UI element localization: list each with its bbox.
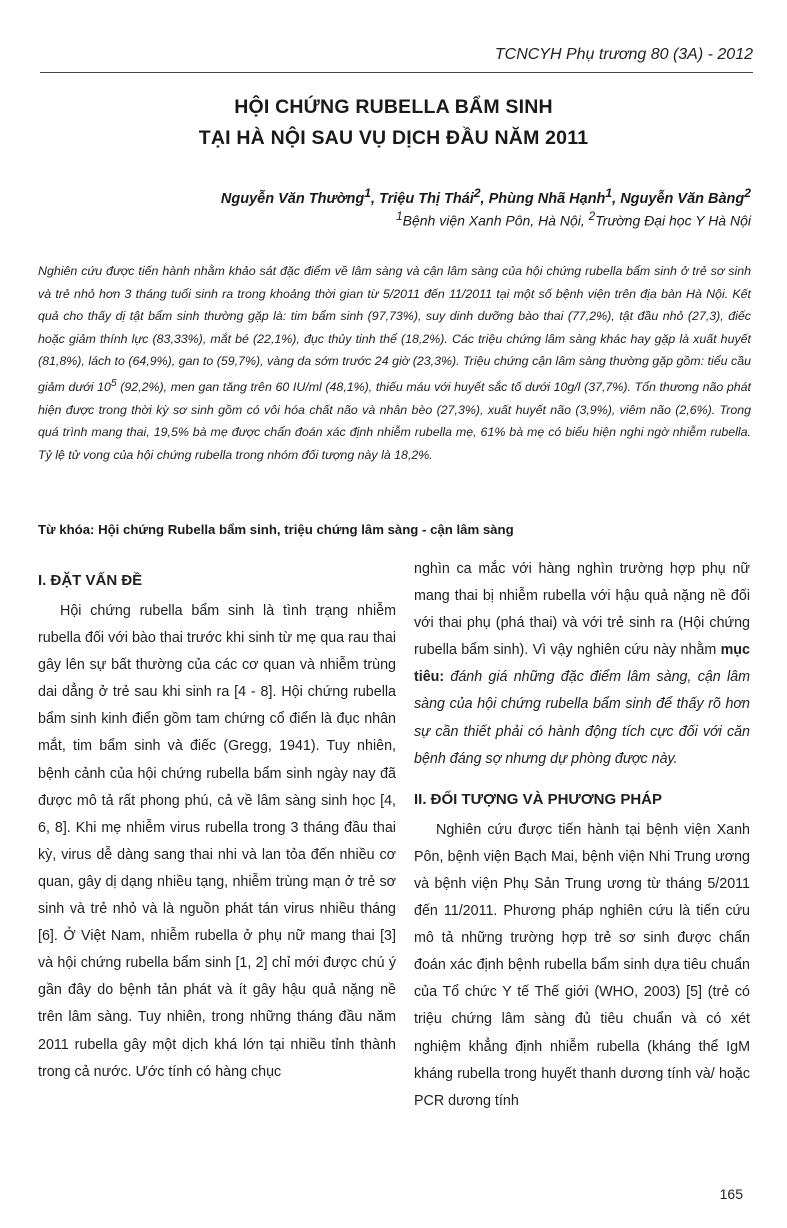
abstract-superscript: 5	[110, 377, 117, 389]
affil-2-marker: 2	[588, 210, 596, 223]
author-4-affil: 2	[744, 186, 751, 200]
methods-paragraph: Nghiên cứu được tiến hành tại bệnh viện Xanh Pôn, bệnh viện Bạch Mai, bệnh viện Nhi Trung ương và bệnh viện Phụ Sản Trung ương từ tháng 5/2011 đến 11/2011. Phương pháp nghiên cứu là tiến cứu mô tả những trường hợp trẻ sơ sinh được chẩn đoán xác định bệnh rubella bẩm sinh dựa tiêu chuẩn của Tổ chức Y tế Thế giới (WHO, 2003) [5] (trẻ có triệu chứng lâm sàng đủ tiêu chuẩn và có xét nghiệm khẳng định nhiễm rubella (kháng thể IgM kháng rubella trong huyết thanh dương tính và/ hoặc PCR dương tính	[414, 821, 750, 1109]
section-heading-introduction: I. ĐẶT VẤN ĐỀ	[38, 572, 143, 589]
introduction-continued	[414, 556, 750, 773]
journal-name: TCNCYH Phụ trương 80 (3A) - 2012	[494, 46, 753, 63]
author-1-affil: 1	[364, 186, 371, 200]
author-4: Nguyễn Văn Bàng	[620, 190, 745, 207]
objective-label: mục tiêu:	[414, 642, 750, 686]
author-list	[40, 186, 751, 207]
abstract-text-1: Nghiên cứu được tiến hành nhằm khảo sát đặc điểm về lâm sàng và cận lâm sàng của hội chứng rubella bẩm sinh ở trẻ sơ sinh và trẻ nhỏ hơn 3 tháng tuổi sinh ra trong khoảng thời gian từ 5/2011 đến 11/2011 tại một số bệnh viện trên địa bàn Hà Nội. Kết quả cho thấy dị tật bẩm sinh thường gặp là: tim bẩm sinh (97,73%), suy dinh dưỡng bào thai (77,2%), tật đầu nhỏ (27,3), điếc hoặc giảm thính lực (83,33%), mắt bé (22,1%), đục thủy tinh thể (18,2%). Các triệu chứng lâm sàng khác hay gặp là xuất huyết (81,8%), lách to (64,9%), gan to (59,7%), vàng da sớm trước 24 giờ (23,3%). Triệu chứng cận lâm sàng thường gặp gồm: tiểu cầu giảm dưới 10	[38, 264, 751, 395]
affiliations	[40, 210, 751, 229]
author-separator: ,	[480, 190, 489, 207]
keywords: Từ khóa: Hội chứng Rubella bẩm sinh, triệu chứng lâm sàng - cận lâm sàng	[38, 522, 514, 537]
affil-1-marker: 1	[396, 210, 403, 223]
right-column	[414, 556, 750, 1115]
author-1: Nguyễn Văn Thường	[220, 190, 365, 207]
title-line-1: HỘI CHỨNG RUBELLA BẨM SINH	[234, 96, 553, 118]
author-3-affil: 1	[605, 186, 613, 200]
author-separator: ,	[612, 190, 621, 207]
author-separator: ,	[370, 190, 380, 207]
abstract	[38, 260, 751, 466]
introduction-continued-text: nghìn ca mắc với hàng nghìn trường hợp phụ nữ mang thai bị nhiễm rubella với hậu quả nặng nề đối với thai phụ (phá thai) và với trẻ sinh ra (Hội chứng rubella bẩm sinh). Vì vậy nghiên cứu này nhằm	[414, 561, 750, 659]
introduction-paragraph: Hội chứng rubella bẩm sinh là tình trạng nhiễm rubella đối với bào thai trước khi sinh từ mẹ qua rau thai gây lên sự bất thường của các cơ quan và nhiễm trùng dai dẳng ở trẻ sau khi sinh ra [4 - 8]. Hội chứng rubella bẩm sinh kinh điển gồm tam chứng cổ điển là đục nhân mắt, tim bẩm sinh và điếc (Gregg, 1941). Tuy nhiên, bệnh cảnh của hội chứng rubella bẩm sinh ngày nay đã được mô tả rất phong phú, cả về lâm sàng sinh học [4, 6, 8]. Khi mẹ nhiễm virus rubella trong 3 tháng đầu thai kỳ, virus dễ dàng sang thai nhi và lan tỏa đến nhiều cơ quan, gây dị dạng nhiều tạng, nhiễm trùng mạn ở trẻ sơ sinh và trẻ nhỏ và là nguồn phát tán virus nhiều tháng [6]. Ở Việt Nam, nhiễm rubella ở phụ nữ mang thai [3] và hội chứng rubella bẩm sinh [1, 2] chỉ mới được chú ý gần đây do bệnh tản phát và ít gây hậu quả nặng nề trên lâm sàng. Tuy nhiên, trong những tháng đầu năm 2011 rubella gây một dịch khá lớn tại nhiều tỉnh thành trong cả nước. Ước tính có hàng chục	[38, 603, 396, 1080]
page-number: 165	[719, 1186, 743, 1202]
author-3: Phùng Nhã Hạnh	[488, 190, 606, 207]
journal-header	[40, 46, 753, 73]
article-title	[60, 92, 727, 154]
objective-text: đánh giá những đặc điểm lâm sàng, cận lâm sàng của hội chứng rubella bẩm sinh để thấy rõ hơn sự cần thiết phải có hành động tích cực đối với căn bệnh đáng sợ nhưng dự phòng được này.	[414, 669, 750, 767]
affil-1: Bệnh viện Xanh Pôn, Hà Nội,	[402, 212, 589, 229]
author-2: Triệu Thị Thái	[379, 190, 474, 207]
abstract-text-2: (92,2%), men gan tăng trên 60 IU/ml (48,1%), thiếu máu với huyết sắc tố dưới 10g/l (37,7%). Tổn thương não phát hiện được trong thời kỳ sơ sinh gồm có vôi hóa chất não và nhân bèo (27,3%), xuất huyết não (3,9%), viêm não (2,6%). Trong quá trình mang thai, 19,5% bà mẹ được chẩn đoán xác định nhiễm rubella mẹ, 61% bà mẹ có biểu hiện nghi ngờ nhiễm rubella. Tỷ lệ tử vong của hội chứng rubella trong nhóm đối tượng này là 18,2%.	[38, 380, 751, 462]
left-column	[38, 556, 396, 1086]
author-2-affil: 2	[473, 186, 481, 200]
title-line-2: TẠI HÀ NỘI SAU VỤ DỊCH ĐẦU NĂM 2011	[198, 127, 589, 149]
affil-2: Trường Đại học Y Hà Nội	[595, 212, 751, 229]
section-heading-methods: II. ĐỐI TƯỢNG VÀ PHƯƠNG PHÁP	[414, 790, 662, 808]
